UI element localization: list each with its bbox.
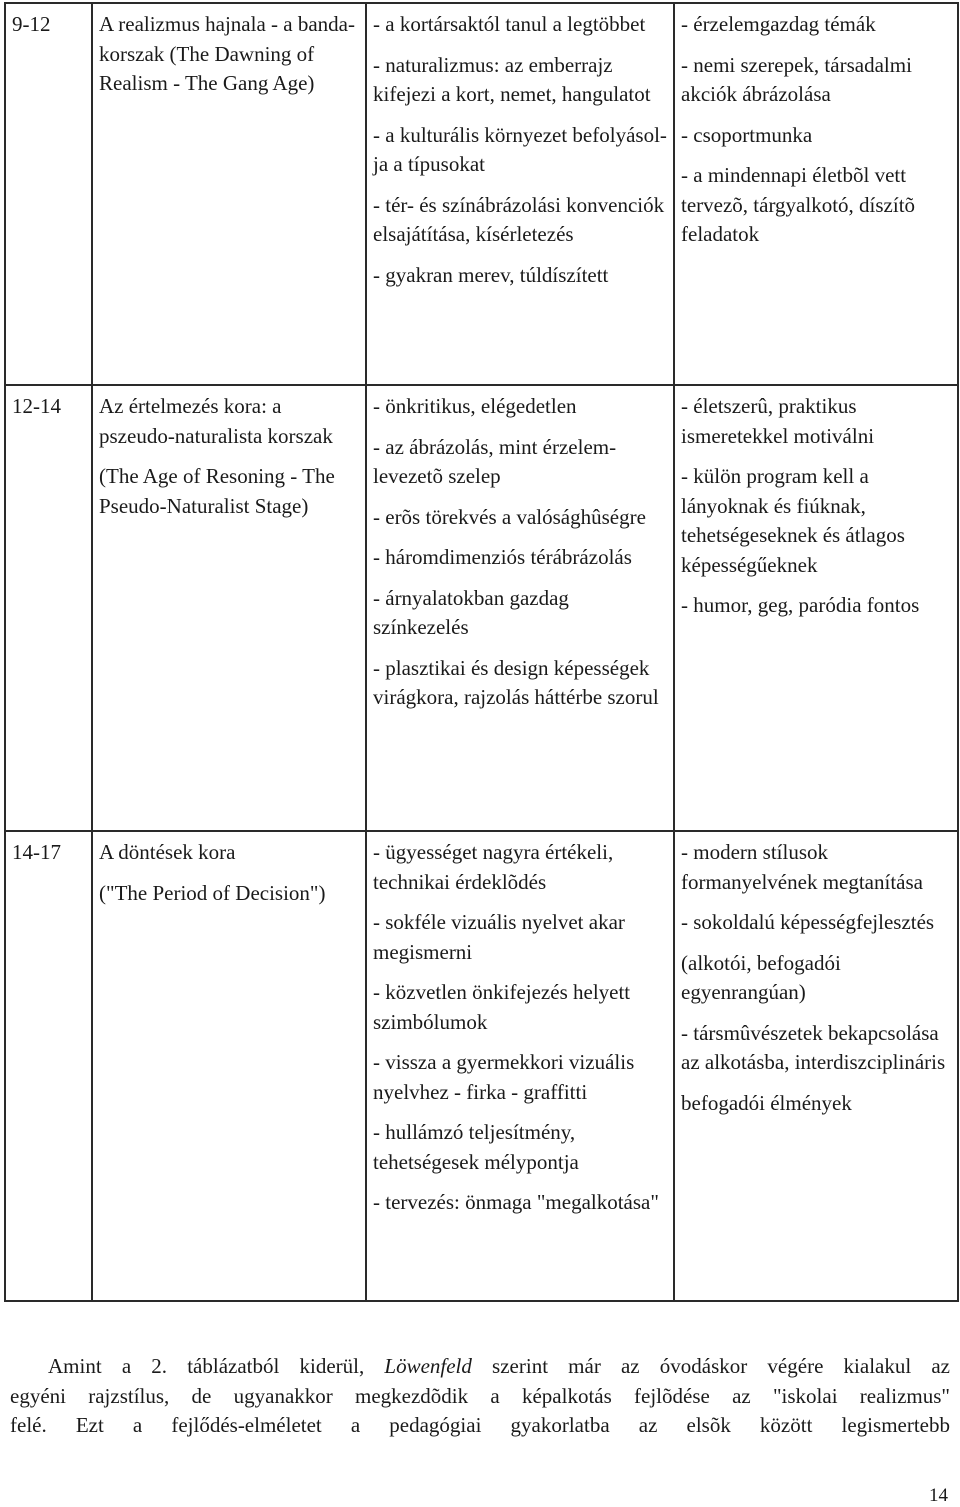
list-item: - ügyességet nagyra értékeli, technikai érdeklõdés <box>373 840 614 894</box>
table-row <box>5 385 958 831</box>
author-name: Löwenfeld <box>384 1354 472 1378</box>
paragraph-line: Amint a 2. táblázatból kiderül, Löwenfeld szerint már az óvodáskor végére kialakul az <box>48 1354 950 1378</box>
list-item: - a kulturális környezet befolyásol- ja a típusokat <box>373 122 667 176</box>
body-paragraph <box>10 1352 950 1441</box>
stage-cell <box>92 385 366 831</box>
list-item: - sokféle vizuális nyelvet akar megismerni <box>373 910 625 964</box>
list-item: - gyakran merev, túldíszített <box>373 262 609 287</box>
characteristics-cell <box>366 3 674 385</box>
list-item: - érzelemgazdag témák <box>681 12 876 36</box>
paragraph-line: egyéni rajzstílus, de ugyanakkor megkezdõdik a képalkotás fejlõdése az "iskolai realizmus" <box>10 1383 950 1408</box>
list-item: - árnyalatokban gazdag színkezelés <box>373 585 569 639</box>
list-item: - közvetlen önkifejezés helyett szimbólumok <box>373 980 631 1034</box>
age-cell: 12-14 <box>5 385 92 831</box>
stage-text: A realizmus hajnala - a banda-korszak (The Dawning of Realism - The Gang Age) <box>99 12 355 95</box>
age-cell: 9-12 <box>5 3 92 385</box>
tasks-cell <box>674 385 958 831</box>
list-item: - plasztikai és design képességek virágkora, rajzolás háttérbe szorul <box>373 655 659 709</box>
stage-cell <box>92 3 366 385</box>
tasks-cell <box>674 831 958 1301</box>
paragraph-line: felé. Ezt a fejlődés-elméletet a pedagógiai gyakorlatba az elsõk között legismertebb <box>10 1413 950 1437</box>
list-item: - tér- és színábrázolási konvenciók elsajátítása, kísérletezés <box>373 192 665 246</box>
table-row <box>5 3 958 385</box>
age-cell: 14-17 <box>5 831 92 1301</box>
list-item: - humor, geg, paródia fontos <box>681 593 920 617</box>
table-row <box>5 831 958 1301</box>
list-item: - nemi szerepek, társadalmi akciók ábrázolása <box>681 52 912 106</box>
list-item: - naturalizmus: az emberrajz kifejezi a kort, nemet, hangulatot <box>373 52 651 106</box>
characteristics-cell <box>366 831 674 1301</box>
page-number: 14 <box>929 1485 948 1506</box>
stage-text-english: (The Age of Resoning - The Pseudo-Naturalist Stage) <box>99 464 335 518</box>
list-item: befogadói élmények <box>681 1090 852 1115</box>
list-item: - sokoldalú képességfejlesztés <box>681 910 935 934</box>
development-stages-table <box>4 2 959 1302</box>
list-item: - a kortársaktól tanul a legtöbbet <box>373 12 646 36</box>
list-item: (alkotói, befogadói egyenrangúan) <box>681 950 841 1004</box>
list-item: - vissza a gyermekkori vizuális nyelvhez - firka - graffitti <box>373 1050 635 1104</box>
list-item: - erõs törekvés a valósághûségre <box>373 504 646 529</box>
list-item: - csoportmunka <box>681 122 813 147</box>
list-item: - az ábrázolás, mint érzelem-levezetõ szelep <box>373 434 617 488</box>
characteristics-cell <box>366 385 674 831</box>
list-item: - társmûvészetek bekapcsolása az alkotásba, interdiszciplináris <box>681 1020 946 1074</box>
list-item: - életszerû, praktikus ismeretekkel motiválni <box>681 394 875 448</box>
list-item: - a mindennapi életbõl vett tervezõ, tárgyalkotó, díszítõ feladatok <box>681 163 916 246</box>
stage-text-english: ("The Period of Decision") <box>99 880 326 905</box>
list-item: - külön program kell a lányoknak és fiúknak, tehetségeseknek és átlagos képességűeknek <box>681 464 905 577</box>
list-item: - tervezés: önmaga "megalkotása" <box>373 1190 659 1214</box>
list-item: - önkritikus, elégedetlen <box>373 394 577 418</box>
stage-cell <box>92 831 366 1301</box>
list-item: - modern stílusok formanyelvének megtanítása <box>681 840 923 894</box>
stage-text: Az értelmezés kora: a pszeudo-naturalista korszak <box>99 394 333 448</box>
list-item: - háromdimenziós térábrázolás <box>373 545 632 569</box>
list-item: - hullámzó teljesítmény, tehetségesek mélypontja <box>373 1120 579 1174</box>
tasks-cell <box>674 3 958 385</box>
stage-text: A döntések kora <box>99 840 236 864</box>
